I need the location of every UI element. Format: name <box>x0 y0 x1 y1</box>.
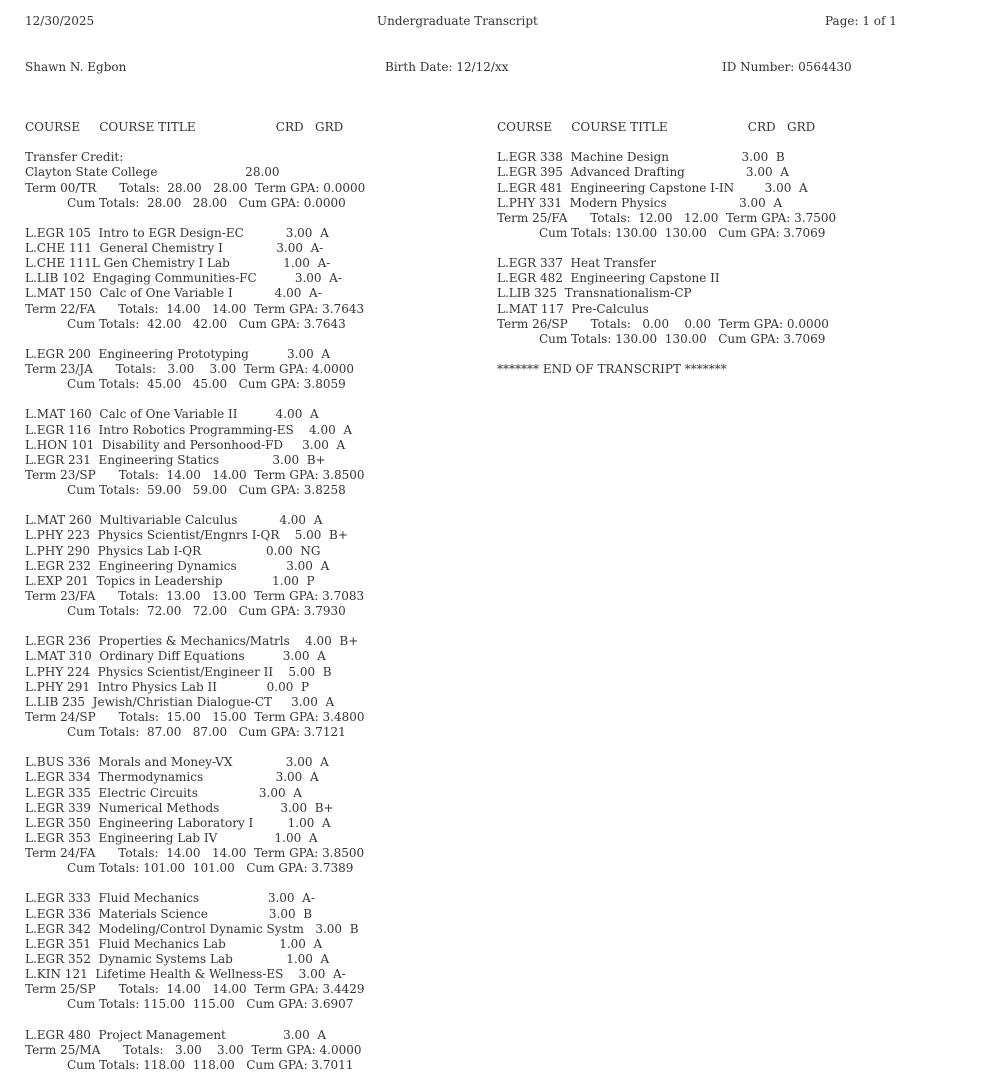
transcript-line: L.PHY 291 Intro Physics Lab II 0.00 P <box>25 679 310 694</box>
block-spacer <box>25 876 475 891</box>
student-name: Shawn N. Egbon <box>25 60 127 74</box>
block-spacer <box>25 619 475 634</box>
transcript-line: L.EGR 232 Engineering Dynamics 3.00 A <box>25 558 330 573</box>
column-header: COURSE COURSE TITLE CRD GRD <box>497 120 816 134</box>
page-indicator: Page: 1 of 1 <box>825 14 897 28</box>
term-block <box>497 150 957 241</box>
term-blocks-left <box>25 150 475 1073</box>
column-header: COURSE COURSE TITLE CRD GRD <box>25 120 344 134</box>
transcript-line: Term 22/FA Totals: 14.00 14.00 Term GPA: 3.7643 <box>25 301 365 316</box>
transcript-line: L.LIB 325 Transnationalism-CP <box>497 286 692 301</box>
term-blocks-right <box>497 150 957 377</box>
transcript-line: L.PHY 224 Physics Scientist/Engineer II 5.00 B <box>25 664 332 679</box>
transcript-line: L.EGR 342 Modeling/Control Dynamic Systm 3.00 B <box>25 921 359 936</box>
term-block <box>497 256 957 347</box>
transcript-line: L.PHY 223 Physics Scientist/Engnrs I-QR 5.00 B+ <box>25 528 348 543</box>
transcript-line: L.EGR 334 Thermodynamics 3.00 A <box>25 770 319 785</box>
transcript-line: L.EGR 105 Intro to EGR Design-EC 3.00 A <box>25 225 329 240</box>
transcript-line: Term 23/SP Totals: 14.00 14.00 Term GPA: 3.8500 <box>25 467 365 482</box>
document-title: Undergraduate Transcript <box>377 14 538 28</box>
transcript-line: L.CHE 111L Gen Chemistry I Lab 1.00 A- <box>25 256 331 271</box>
transcript-line: Term 25/FA Totals: 12.00 12.00 Term GPA: 3.7500 <box>497 210 837 225</box>
birth-date: Birth Date: 12/12/xx <box>385 60 509 74</box>
transcript-line: L.PHY 290 Physics Lab I-QR 0.00 NG <box>25 543 321 558</box>
transcript-line: L.KIN 121 Lifetime Health & Wellness-ES 3.00 A- <box>25 967 346 981</box>
term-block <box>25 634 475 740</box>
transcript-line: Cum Totals: 59.00 59.00 Cum GPA: 3.8258 <box>25 483 346 497</box>
transcript-line: L.EGR 336 Materials Science 3.00 B <box>25 906 313 921</box>
block-spacer <box>25 392 475 407</box>
term-block <box>25 755 475 876</box>
term-block <box>25 407 475 498</box>
transcript-column-left <box>25 120 475 1073</box>
transcript-line: L.MAT 150 Calc of One Variable I 4.00 A- <box>25 286 322 301</box>
transcript-line: L.EGR 351 Fluid Mechanics Lab 1.00 A <box>25 936 323 951</box>
transcript-line: Cum Totals: 42.00 42.00 Cum GPA: 3.7643 <box>25 316 346 331</box>
transcript-line: Cum Totals: 130.00 130.00 Cum GPA: 3.7069 <box>497 225 826 240</box>
transcript-line: L.EGR 395 Advanced Drafting 3.00 A <box>497 165 789 180</box>
transcript-line: Cum Totals: 118.00 118.00 Cum GPA: 3.7011 <box>25 1057 354 1072</box>
transcript-line: Term 24/SP Totals: 15.00 15.00 Term GPA: 3.4800 <box>25 709 365 724</box>
transcript-line: Term 25/SP Totals: 14.00 14.00 Term GPA: 3.4429 <box>25 982 365 997</box>
transcript-line: L.EXP 201 Topics in Leadership 1.00 P <box>25 573 315 588</box>
term-block <box>497 362 957 377</box>
transcript-line: L.MAT 310 Ordinary Diff Equations 3.00 A <box>25 649 326 664</box>
transcript-line: Transfer Credit: <box>25 150 124 165</box>
transcript-line: L.EGR 231 Engineering Statics 3.00 B+ <box>25 452 326 467</box>
term-block <box>25 891 475 1012</box>
transcript-line: L.EGR 481 Engineering Capstone I-IN 3.00 A <box>497 180 808 195</box>
transcript-line: L.EGR 200 Engineering Prototyping 3.00 A <box>25 346 331 361</box>
transcript-line: Term 24/FA Totals: 14.00 14.00 Term GPA: 3.8500 <box>25 846 365 860</box>
block-spacer <box>25 498 475 513</box>
transcript-line: L.EGR 352 Dynamic Systems Lab 1.00 A <box>25 951 330 966</box>
block-spacer <box>25 740 475 755</box>
transcript-line: L.EGR 116 Intro Robotics Programming-ES 4.00 A <box>25 422 353 437</box>
term-block <box>25 513 475 619</box>
transcript-line: L.PHY 331 Modern Physics 3.00 A <box>497 195 783 210</box>
transcript-line: L.LIB 102 Engaging Communities-FC 3.00 A- <box>25 271 342 286</box>
transcript-line: Term 25/MA Totals: 3.00 3.00 Term GPA: 4.0000 <box>25 1042 362 1057</box>
transcript-line: ******* END OF TRANSCRIPT ******* <box>497 362 727 376</box>
transcript-line: L.EGR 339 Numerical Methods 3.00 B+ <box>25 800 334 815</box>
transcript-line: L.LIB 235 Jewish/Christian Dialogue-CT 3.00 A <box>25 694 335 709</box>
transcript-line: L.MAT 160 Calc of One Variable II 4.00 A <box>25 407 319 422</box>
block-spacer <box>497 241 957 256</box>
transcript-line: L.EGR 335 Electric Circuits 3.00 A <box>25 785 302 800</box>
block-spacer <box>25 332 475 347</box>
transcript-line: Term 23/FA Totals: 13.00 13.00 Term GPA: 3.7083 <box>25 588 365 603</box>
transcript-line: L.MAT 117 Pre-Calculus <box>497 301 649 316</box>
transcript-line: Cum Totals: 45.00 45.00 Cum GPA: 3.8059 <box>25 377 346 392</box>
transcript-line: L.EGR 353 Engineering Lab IV 1.00 A <box>25 830 318 845</box>
transcript-line: Cum Totals: 28.00 28.00 Cum GPA: 0.0000 <box>25 195 346 210</box>
transcript-column-right <box>497 120 957 377</box>
transcript-line: Cum Totals: 101.00 101.00 Cum GPA: 3.7389 <box>25 861 354 876</box>
transcript-line: Cum Totals: 72.00 72.00 Cum GPA: 3.7930 <box>25 604 346 618</box>
transcript-line: L.BUS 336 Morals and Money-VX 3.00 A <box>25 755 329 770</box>
id-number: ID Number: 0564430 <box>722 60 852 74</box>
transcript-line: L.EGR 482 Engineering Capstone II <box>497 271 720 286</box>
transcript-line: Term 23/JA Totals: 3.00 3.00 Term GPA: 4.0000 <box>25 362 355 376</box>
transcript-line: L.EGR 333 Fluid Mechanics 3.00 A- <box>25 891 315 906</box>
transcript-line: L.EGR 236 Properties & Mechanics/Matrls 4.00 B+ <box>25 634 359 649</box>
transcript-line: L.CHE 111 General Chemistry I 3.00 A- <box>25 241 324 255</box>
term-block <box>25 226 475 332</box>
transcript-line: Term 00/TR Totals: 28.00 28.00 Term GPA: 0.0000 <box>25 180 366 195</box>
transcript-line: L.MAT 260 Multivariable Calculus 4.00 A <box>25 513 323 528</box>
term-block <box>25 1028 475 1073</box>
transcript-line: L.EGR 350 Engineering Laboratory I 1.00 A <box>25 815 331 830</box>
block-spacer <box>25 1012 475 1027</box>
transcript-line: L.EGR 338 Machine Design 3.00 B <box>497 150 785 165</box>
transcript-line: L.EGR 480 Project Management 3.00 A <box>25 1027 327 1042</box>
transcript-line: L.HON 101 Disability and Personhood-FD 3.00 A <box>25 437 346 452</box>
transcript-line: L.EGR 337 Heat Transfer <box>497 256 656 271</box>
transcript-line: Cum Totals: 130.00 130.00 Cum GPA: 3.7069 <box>497 331 826 346</box>
transcript-line: Cum Totals: 115.00 115.00 Cum GPA: 3.6907 <box>25 997 354 1012</box>
transcript-line: Term 26/SP Totals: 0.00 0.00 Term GPA: 0.0000 <box>497 316 829 331</box>
transcript-line: Clayton State College 28.00 <box>25 165 280 180</box>
block-spacer <box>25 211 475 226</box>
term-block <box>25 150 475 211</box>
print-date: 12/30/2025 <box>25 14 95 28</box>
transcript-line: Cum Totals: 87.00 87.00 Cum GPA: 3.7121 <box>25 725 346 739</box>
block-spacer <box>497 347 957 362</box>
term-block <box>25 347 475 392</box>
